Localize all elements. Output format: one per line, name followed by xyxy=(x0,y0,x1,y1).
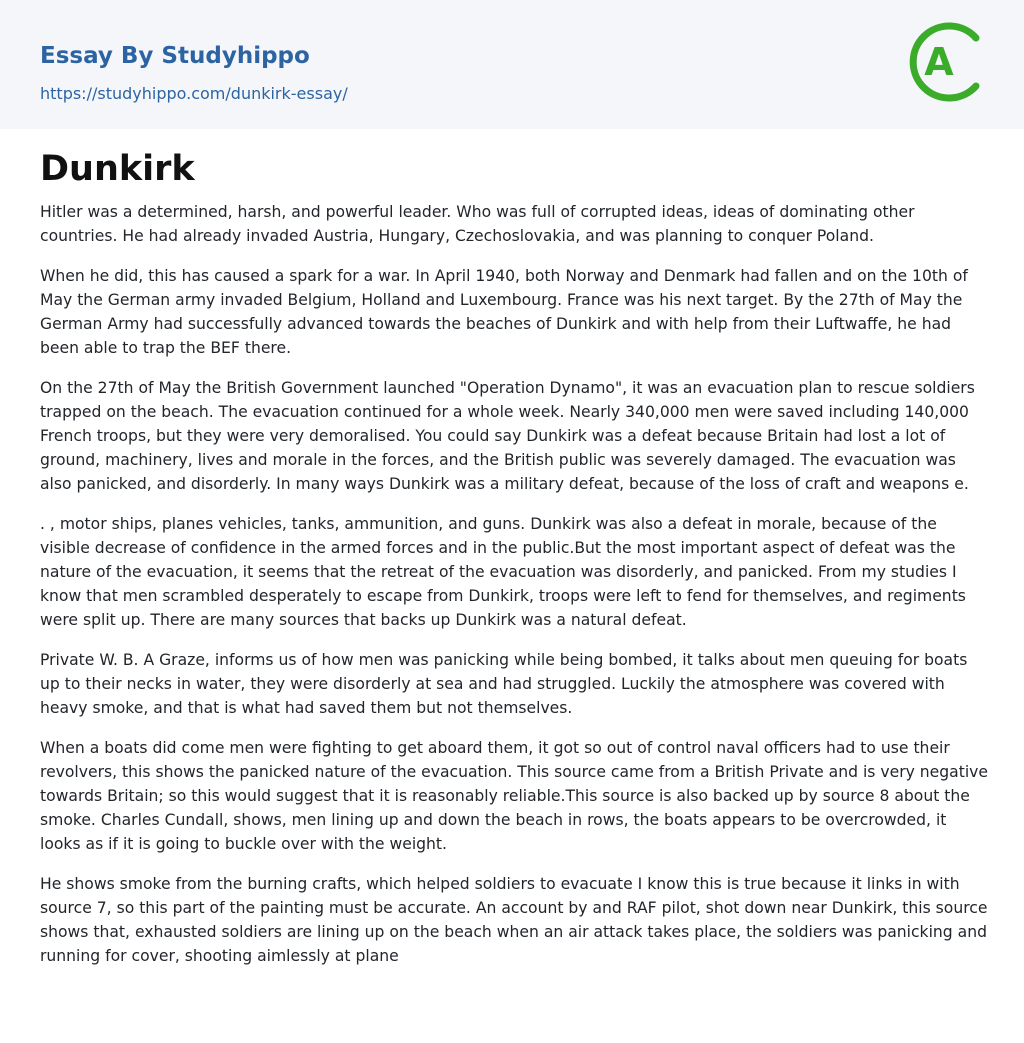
site-brand[interactable]: Essay By Studyhippo xyxy=(40,43,310,69)
site-header xyxy=(0,0,1024,129)
essay-paragraph-6: When a boats did come men were fighting to get aboard them, it got so out of control naval officers had to use their revolvers, this shows the panicked nature of the evacuation. This source came from a British Private and is very negative towards Britain; so this would suggest that it is reasonably reliable.This source is also backed up by source 8 about the smoke. Charles Cundall, shows, men lining up and down the beach in rows, the boats appears to be overcrowded, it looks as if it is going to buckle over with the weight. xyxy=(40,739,988,853)
essay-title: Dunkirk xyxy=(40,149,195,189)
logo-icon xyxy=(904,20,988,104)
essay-paragraph-1: Hitler was a determined, harsh, and powerful leader. Who was full of corrupted ideas, ideas of dominating other countries. He had already invaded Austria, Hungary, Czechoslovakia, and was planning to conquer Poland. xyxy=(40,203,915,245)
essay-paragraph-5: Private W. B. A Graze, informs us of how men was panicking while being bombed, it talks about men queuing for boats up to their necks in water, they were disorderly at sea and had struggled. Luckily the atmosphere was covered with heavy smoke, and that is what had saved them but not themselves. xyxy=(40,651,968,717)
essay-url-link[interactable]: https://studyhippo.com/dunkirk-essay/ xyxy=(40,84,348,103)
essay-paragraph-3: On the 27th of May the British Government launched "Operation Dynamo", it was an evacuation plan to rescue soldiers trapped on the beach. The evacuation continued for a whole week. Nearly 340,000 men were saved including 140,000 French troops, but they were very demoralised. You could say Dunkirk was a defeat because Britain had lost a lot of ground, machinery, lives and morale in the forces, and the British public was severely damaged. The evacuation was also panicked, and disorderly. In many ways Dunkirk was a military defeat, because of the loss of craft and weapons e. xyxy=(40,379,975,493)
essay-paragraph-4: . , motor ships, planes vehicles, tanks, ammunition, and guns. Dunkirk was also a defeat in morale, because of the visible decrease of confidence in the armed forces and in the public.But the most important aspect of defeat was the nature of the evacuation, it seems that the retreat of the evacuation was disorderly, and panicked. From my studies I know that men scrambled desperately to escape from Dunkirk, troops were left to fend for themselves, and regiments were split up. There are many sources that backs up Dunkirk was a natural defeat. xyxy=(40,515,966,629)
essay-content xyxy=(40,146,990,984)
essay-paragraph-2: When he did, this has caused a spark for a war. In April 1940, both Norway and Denmark had fallen and on the 10th of May the German army invaded Belgium, Holland and Luxembourg. France was his next target. By the 27th of May the German Army had successfully advanced towards the beaches of Dunkirk and with help from their Luftwaffe, he had been able to trap the BEF there. xyxy=(40,267,968,357)
logo-letter: A xyxy=(924,40,954,84)
essay-paragraph-7: He shows smoke from the burning crafts, which helped soldiers to evacuate I know this is true because it links in with source 7, so this part of the painting must be accurate. An account by and RAF pilot, shot down near Dunkirk, this source shows that, exhausted soldiers are lining up on the beach when an air attack takes place, the soldiers was panicking and running for cover, shooting aimlessly at plane xyxy=(40,875,988,965)
